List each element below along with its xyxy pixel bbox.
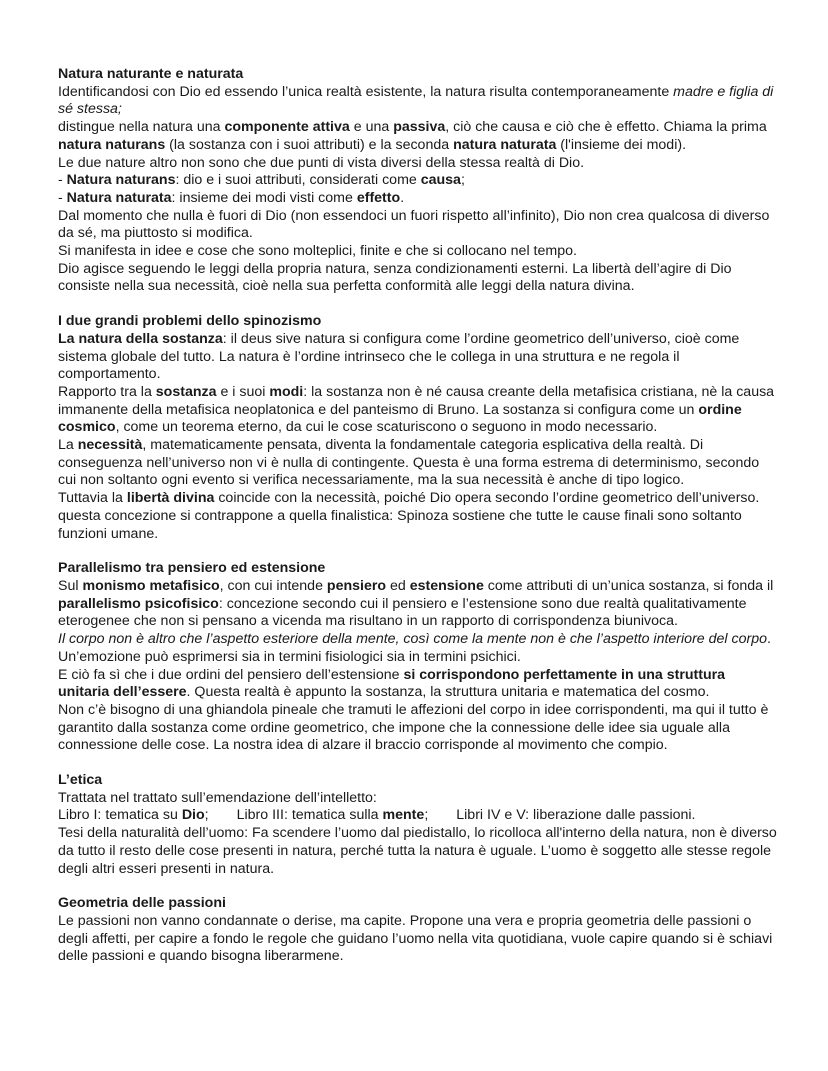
- bold-text: La natura della sostanza: [58, 330, 223, 347]
- text: Rapporto tra la: [58, 383, 156, 400]
- text: : dio e i suoi attributi, considerati come: [175, 172, 421, 189]
- bold-text: Dio: [181, 807, 205, 824]
- section-parallelismo: [58, 560, 778, 755]
- section-geometria-passioni: [58, 895, 778, 966]
- bold-text: mente: [382, 807, 425, 824]
- paragraph: Le due nature altro non sono che due punti di vista diversi della stessa realtà di Dio.: [58, 154, 585, 171]
- text: : concezione secondo cui il pensiero e l’estensione sono due realtà qualitativamente eterogenee che non si pensano a vicenda ma risultano in un rapporto di corrispondenza biunivoca.: [58, 595, 747, 630]
- bold-text: libertà divina: [126, 490, 215, 507]
- bold-text: necessità: [77, 437, 143, 454]
- text: , matematicamente pensata, diventa la fondamentale categoria esplicativa della realtà. Di conseguenza nell’universo non vi è nulla di contingente. Questa è una forma estrema di determinismo, secondo cui non soltanto ogni evento si verifica necessariamente, ma la sua necessità è anche di tipo logico.: [58, 437, 760, 489]
- books-line: [58, 807, 778, 825]
- section-heading: Geometria delle passioni: [58, 895, 226, 912]
- section-heading: I due grandi problemi dello spinozismo: [58, 313, 322, 330]
- list-item: [58, 172, 778, 190]
- bold-text: ordine cosmico: [58, 401, 742, 436]
- paragraph: Trattata nel trattato sull’emendazione dell’intelletto:: [58, 789, 377, 806]
- paragraph: [58, 667, 778, 702]
- paragraph: [58, 331, 778, 384]
- text: -: [58, 189, 67, 206]
- text: e una: [349, 119, 394, 136]
- text: Libri IV e V: liberazione dalle passioni.: [456, 807, 696, 824]
- bold-text: si corrispondono perfettamente in una struttura unitaria dell’essere: [58, 666, 726, 701]
- text: ;: [460, 172, 465, 189]
- bold-text: effetto: [356, 189, 401, 206]
- text: : il deus sive natura si configura come l’ordine geometrico dell’universo, cioè come sistema globale del tutto. La natura è l’ordine intrinseco che le collega in una struttura e ne regola il comportamento.: [58, 330, 740, 383]
- paragraph: [58, 437, 778, 490]
- text: (l'insieme dei modi).: [556, 136, 687, 153]
- section-natura-naturante: [58, 66, 778, 296]
- paragraph: [58, 384, 778, 437]
- bold-text: Natura naturata: [66, 189, 172, 206]
- text: -: [58, 172, 67, 189]
- section-heading: Parallelismo tra pensiero ed estensione: [58, 560, 326, 577]
- text: La: [58, 437, 78, 454]
- list-item: [58, 190, 778, 208]
- paragraph: Le passioni non vanno condannate o derise, ma capite. Propone una vera e propria geometria delle passioni o degli affetti, per capire a fondo le regole che guidano l’uomo nella vita quotidiana, vuole capire quando si è schiavi delle passioni e quando bisogna liberarmene.: [58, 912, 773, 965]
- section-heading: L’etica: [58, 772, 103, 789]
- bold-text: monismo metafisico: [82, 577, 220, 594]
- text: .: [400, 189, 405, 206]
- text: ed: [386, 577, 410, 594]
- bold-text: pensiero: [326, 577, 387, 594]
- italic-text: madre e figlia di sé stessa;: [58, 83, 774, 118]
- text: Libro I: tematica su: [58, 807, 182, 824]
- bold-text: estensione: [409, 577, 484, 594]
- bold-text: Natura naturans: [66, 172, 176, 189]
- paragraph: Tesi della naturalità dell’uomo: Fa scendere l’uomo dal piedistallo, lo ricolloca all'interno della natura, non è diverso da tutto il resto delle cose presenti in natura, perché tutta la natura è uguale. L’uomo è soggetto alle stesse regole degli altri esseri presenti in natura.: [58, 825, 777, 877]
- text: Identificandosi con Dio ed essendo l’unica realtà esistente, la natura risulta contemporaneamente: [58, 83, 674, 100]
- text: Sul: [58, 577, 83, 594]
- text: Libro III: tematica sulla: [236, 807, 383, 824]
- paragraph: [58, 490, 778, 543]
- text: ;: [204, 807, 209, 824]
- bold-text: causa: [420, 172, 461, 189]
- bold-text: modi: [269, 383, 304, 400]
- paragraph: Dio agisce seguendo le leggi della propria natura, senza condizionamenti esterni. La libertà dell’agire di Dio consiste nella sua necessità, cioè nella sua perfetta conformità alle leggi della natura divina.: [58, 260, 732, 295]
- text: Tuttavia la: [58, 490, 127, 507]
- text: : insieme dei modi visti come: [171, 189, 357, 206]
- text: , ciò che causa e ciò che è effetto. Chiama la prima: [445, 119, 767, 136]
- text: , con cui intende: [219, 577, 327, 594]
- text: coincide con la necessità, poiché Dio opera secondo l’ordine geometrico dell’universo. questa concezione si contrappone a quella finalistica: Spinoza sostiene che tutte le cause finali sono soltanto funzioni umane.: [58, 490, 760, 542]
- section-etica: [58, 772, 778, 878]
- paragraph: [58, 84, 778, 119]
- paragraph: Si manifesta in idee e cose che sono molteplici, finite e che si collocano nel tempo.: [58, 243, 577, 260]
- bold-text: componente attiva: [224, 119, 350, 136]
- text: come attributi di un’unica sostanza, si fonda il: [483, 577, 774, 594]
- text: distingue nella natura una: [58, 119, 225, 136]
- text: (la sostanza con i suoi attributi) e la seconda: [165, 136, 454, 153]
- text: , come un teorema eterno, da cui le cose scaturiscono o seguono in modo necessario.: [115, 419, 658, 436]
- paragraph: [58, 578, 778, 631]
- paragraph: Non c’è bisogno di una ghiandola pineale che tramuti le affezioni del corpo in idee corrispondenti, ma qui il tutto è garantito dalla sostanza come ordine geometrico, che impone che la connessione delle idee sia uguale alla connessione delle cose. La nostra idea di alzare il braccio corrisponde al movimento che compio.: [58, 701, 769, 754]
- text: . Questa realtà è appunto la sostanza, la struttura unitaria e matematica del cosmo.: [186, 684, 710, 701]
- text: E ciò fa sì che i due ordini del pensiero dell’estensione: [58, 666, 404, 683]
- text: : la sostanza non è né causa creante della metafisica cristiana, nè la causa immanente della metafisica neoplatonica e del panteismo di Bruno. La sostanza si configura come un: [58, 383, 775, 418]
- paragraph: [58, 631, 778, 666]
- text: . Un’emozione può esprimersi sia in termini fisiologici sia in termini psichici.: [58, 631, 771, 665]
- bold-text: passiva: [393, 119, 446, 136]
- paragraph: [58, 119, 778, 154]
- section-heading: Natura naturante e naturata: [58, 66, 244, 82]
- paragraph: Dal momento che nulla è fuori di Dio (non essendoci un fuori rispetto all’infinito), Dio non crea qualcosa di diverso da sé, ma piuttosto si modifica.: [58, 207, 770, 242]
- bold-text: sostanza: [155, 383, 217, 400]
- bold-text: natura naturans: [58, 136, 166, 153]
- italic-text: Il corpo non è altro che l’aspetto esteriore della mente, così come la mente non è che l’aspetto interiore del corpo: [58, 631, 767, 648]
- section-problemi-spinozismo: [58, 313, 778, 543]
- bold-text: parallelismo psicofisico: [58, 595, 219, 612]
- bold-text: natura naturata: [453, 136, 557, 153]
- text: e i suoi: [216, 383, 270, 400]
- text: ;: [424, 807, 429, 824]
